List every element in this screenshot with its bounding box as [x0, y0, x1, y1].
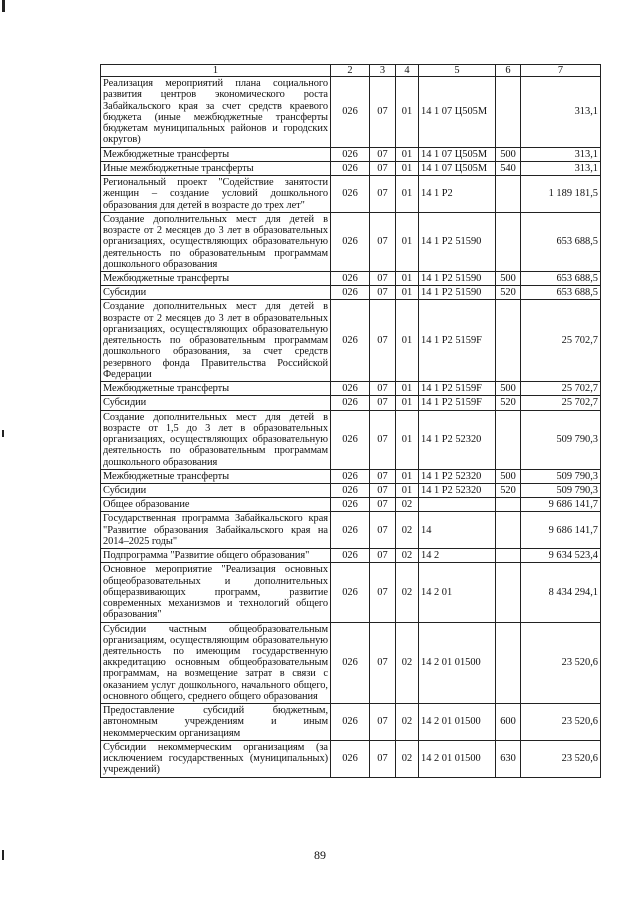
- table-row: [101, 622, 601, 704]
- cell-name: Субсидии частным общеобразовательным организациям, осуществляющим образовательную деятельность по имеющим государственную аккредитацию основным общеобразовательным программам, на возмещение затрат в связи с оказанием услуг дошкольного, начального общего, основного общего, среднего общего образования: [101, 622, 331, 704]
- cell-expense-type: [496, 410, 521, 469]
- cell-name: Создание дополнительных мест для детей в возрасте от 2 месяцев до 3 лет в образовательных организациях, осуществляющих образовательную деятельность по образовательным программам дошкольного образования, за счет средств резервного фонда Правительства Российской Федерации: [101, 300, 331, 382]
- cell-amount: 23 520,6: [521, 704, 601, 741]
- cell-section: 07: [370, 286, 396, 300]
- cell-subsection: 01: [396, 410, 419, 469]
- cell-target-article: 14: [419, 512, 496, 549]
- cell-ministry-code: 026: [331, 176, 370, 213]
- scan-mark-top: [2, 0, 5, 12]
- cell-section: 07: [370, 271, 396, 285]
- cell-amount: 1 189 181,5: [521, 176, 601, 213]
- cell-subsection: 01: [396, 396, 419, 410]
- cell-target-article: 14 2 01 01500: [419, 622, 496, 704]
- cell-expense-type: 520: [496, 396, 521, 410]
- cell-target-article: 14 1 P2 5159F: [419, 396, 496, 410]
- cell-subsection: 01: [396, 300, 419, 382]
- cell-name: Межбюджетные трансферты: [101, 382, 331, 396]
- cell-expense-type: [496, 622, 521, 704]
- cell-expense-type: 540: [496, 161, 521, 175]
- cell-name: Создание дополнительных мест для детей в возрасте от 1,5 до 3 лет в образовательных организациях, осуществляющих образовательную деятельность по образовательным программам дошкольного образования: [101, 410, 331, 469]
- cell-expense-type: 500: [496, 271, 521, 285]
- cell-ministry-code: 026: [331, 622, 370, 704]
- cell-amount: 509 790,3: [521, 410, 601, 469]
- cell-expense-type: 630: [496, 740, 521, 777]
- header-cell: 5: [419, 65, 496, 77]
- cell-subsection: 01: [396, 161, 419, 175]
- cell-name: Создание дополнительных мест для детей в возрасте от 2 месяцев до 3 лет в образовательных организациях, осуществляющих образовательную деятельность по образовательным программам дошкольного образования: [101, 212, 331, 271]
- cell-ministry-code: 026: [331, 147, 370, 161]
- budget-table: [100, 64, 601, 778]
- cell-name: Предоставление субсидий бюджетным, автономным учреждениям и иным некоммерческим организациям: [101, 704, 331, 741]
- cell-expense-type: 520: [496, 483, 521, 497]
- cell-amount: 653 688,5: [521, 286, 601, 300]
- cell-subsection: 01: [396, 382, 419, 396]
- cell-amount: 313,1: [521, 77, 601, 147]
- cell-amount: 653 688,5: [521, 271, 601, 285]
- cell-name: Государственная программа Забайкальского края "Развитие образования Забайкальского края на 2014–2025 годы": [101, 512, 331, 549]
- header-cell: 7: [521, 65, 601, 77]
- cell-expense-type: [496, 212, 521, 271]
- cell-name: Межбюджетные трансферты: [101, 271, 331, 285]
- cell-amount: 9 686 141,7: [521, 498, 601, 512]
- table-row: [101, 483, 601, 497]
- cell-expense-type: [496, 176, 521, 213]
- cell-amount: 8 434 294,1: [521, 563, 601, 622]
- cell-expense-type: 520: [496, 286, 521, 300]
- cell-ministry-code: 026: [331, 271, 370, 285]
- cell-target-article: 14 1 P2 52320: [419, 483, 496, 497]
- cell-amount: 509 790,3: [521, 469, 601, 483]
- table-row: [101, 740, 601, 777]
- cell-expense-type: [496, 300, 521, 382]
- cell-name: Субсидии: [101, 286, 331, 300]
- cell-amount: 9 634 523,4: [521, 549, 601, 563]
- table-row: [101, 161, 601, 175]
- cell-expense-type: [496, 549, 521, 563]
- table-row: [101, 286, 601, 300]
- cell-ministry-code: 026: [331, 410, 370, 469]
- cell-subsection: 02: [396, 563, 419, 622]
- cell-target-article: 14 1 P2 52320: [419, 410, 496, 469]
- cell-expense-type: [496, 77, 521, 147]
- cell-name: Иные межбюджетные трансферты: [101, 161, 331, 175]
- cell-name: Субсидии: [101, 396, 331, 410]
- cell-section: 07: [370, 396, 396, 410]
- cell-section: 07: [370, 469, 396, 483]
- cell-target-article: 14 1 P2: [419, 176, 496, 213]
- cell-ministry-code: 026: [331, 483, 370, 497]
- cell-amount: 23 520,6: [521, 740, 601, 777]
- cell-ministry-code: 026: [331, 563, 370, 622]
- cell-subsection: 01: [396, 483, 419, 497]
- cell-subsection: 01: [396, 77, 419, 147]
- cell-amount: 25 702,7: [521, 300, 601, 382]
- table-row: [101, 410, 601, 469]
- header-cell: 3: [370, 65, 396, 77]
- cell-ministry-code: 026: [331, 469, 370, 483]
- cell-subsection: 01: [396, 212, 419, 271]
- cell-name: Основное мероприятие "Реализация основных общеобразовательных и дополнительных общеразвивающих программ, развитие современных механизмов и технологий общего образования": [101, 563, 331, 622]
- cell-target-article: 14 2: [419, 549, 496, 563]
- cell-expense-type: 600: [496, 704, 521, 741]
- cell-ministry-code: 026: [331, 549, 370, 563]
- cell-name: Межбюджетные трансферты: [101, 147, 331, 161]
- cell-ministry-code: 026: [331, 382, 370, 396]
- cell-name: Подпрограмма "Развитие общего образования": [101, 549, 331, 563]
- cell-subsection: 02: [396, 704, 419, 741]
- cell-subsection: 01: [396, 271, 419, 285]
- table-row: [101, 498, 601, 512]
- header-cell: 1: [101, 65, 331, 77]
- cell-section: 07: [370, 382, 396, 396]
- cell-target-article: 14 1 P2 5159F: [419, 382, 496, 396]
- cell-ministry-code: 026: [331, 77, 370, 147]
- table-row: [101, 147, 601, 161]
- cell-name: Субсидии: [101, 483, 331, 497]
- cell-amount: 653 688,5: [521, 212, 601, 271]
- cell-subsection: 01: [396, 286, 419, 300]
- table-row: [101, 563, 601, 622]
- cell-target-article: 14 2 01: [419, 563, 496, 622]
- cell-section: 07: [370, 512, 396, 549]
- table-row: [101, 396, 601, 410]
- cell-section: 07: [370, 212, 396, 271]
- cell-section: 07: [370, 176, 396, 213]
- table-row: [101, 469, 601, 483]
- cell-target-article: 14 1 P2 52320: [419, 469, 496, 483]
- cell-ministry-code: 026: [331, 512, 370, 549]
- cell-section: 07: [370, 147, 396, 161]
- cell-target-article: 14 1 P2 51590: [419, 271, 496, 285]
- cell-name: Межбюджетные трансферты: [101, 469, 331, 483]
- table-row: [101, 549, 601, 563]
- cell-subsection: 02: [396, 498, 419, 512]
- page-number: 89: [314, 848, 326, 862]
- cell-section: 07: [370, 740, 396, 777]
- cell-target-article: 14 1 07 Ц505М: [419, 77, 496, 147]
- scan-mark-middle: [2, 430, 4, 437]
- cell-name: Общее образование: [101, 498, 331, 512]
- header-cell: 4: [396, 65, 419, 77]
- cell-section: 07: [370, 300, 396, 382]
- cell-section: 07: [370, 563, 396, 622]
- cell-subsection: 01: [396, 469, 419, 483]
- cell-name: Реализация мероприятий плана социального развития центров экономического роста Забайкальского края за счет средств краевого бюджета (иные межбюджетные трансферты бюджетам муниципальных районов и городских округов): [101, 77, 331, 147]
- cell-target-article: [419, 498, 496, 512]
- cell-subsection: 01: [396, 147, 419, 161]
- cell-amount: 313,1: [521, 147, 601, 161]
- cell-target-article: 14 2 01 01500: [419, 740, 496, 777]
- cell-target-article: 14 2 01 01500: [419, 704, 496, 741]
- cell-name: Региональный проект "Содействие занятости женщин – создание условий дошкольного образования для детей в возрасте до трех лет": [101, 176, 331, 213]
- cell-ministry-code: 026: [331, 286, 370, 300]
- cell-subsection: 02: [396, 512, 419, 549]
- cell-name: Субсидии некоммерческим организациям (за исключением государственных (муниципальных) учреждений): [101, 740, 331, 777]
- cell-amount: 25 702,7: [521, 396, 601, 410]
- cell-section: 07: [370, 498, 396, 512]
- table-row: [101, 382, 601, 396]
- cell-expense-type: 500: [496, 382, 521, 396]
- cell-section: 07: [370, 161, 396, 175]
- cell-ministry-code: 026: [331, 396, 370, 410]
- cell-amount: 25 702,7: [521, 382, 601, 396]
- cell-amount: 9 686 141,7: [521, 512, 601, 549]
- cell-ministry-code: 026: [331, 161, 370, 175]
- cell-section: 07: [370, 410, 396, 469]
- cell-section: 07: [370, 704, 396, 741]
- table-row: [101, 77, 601, 147]
- cell-ministry-code: 026: [331, 300, 370, 382]
- cell-subsection: 02: [396, 740, 419, 777]
- cell-expense-type: [496, 498, 521, 512]
- cell-amount: 509 790,3: [521, 483, 601, 497]
- cell-expense-type: [496, 563, 521, 622]
- cell-ministry-code: 026: [331, 498, 370, 512]
- table-row: [101, 176, 601, 213]
- cell-subsection: 02: [396, 622, 419, 704]
- table-row: [101, 212, 601, 271]
- cell-ministry-code: 026: [331, 704, 370, 741]
- cell-expense-type: [496, 512, 521, 549]
- cell-subsection: 01: [396, 176, 419, 213]
- cell-target-article: 14 1 P2 5159F: [419, 300, 496, 382]
- cell-target-article: 14 1 P2 51590: [419, 212, 496, 271]
- cell-section: 07: [370, 622, 396, 704]
- header-cell: 6: [496, 65, 521, 77]
- cell-amount: 23 520,6: [521, 622, 601, 704]
- cell-section: 07: [370, 483, 396, 497]
- table-row: [101, 512, 601, 549]
- cell-target-article: 14 1 07 Ц505М: [419, 147, 496, 161]
- table-row: [101, 271, 601, 285]
- table-header-row: [101, 65, 601, 77]
- header-cell: 2: [331, 65, 370, 77]
- cell-subsection: 02: [396, 549, 419, 563]
- cell-ministry-code: 026: [331, 740, 370, 777]
- cell-expense-type: 500: [496, 469, 521, 483]
- cell-ministry-code: 026: [331, 212, 370, 271]
- cell-amount: 313,1: [521, 161, 601, 175]
- cell-target-article: 14 1 07 Ц505М: [419, 161, 496, 175]
- table-row: [101, 704, 601, 741]
- cell-section: 07: [370, 77, 396, 147]
- cell-target-article: 14 1 P2 51590: [419, 286, 496, 300]
- cell-expense-type: 500: [496, 147, 521, 161]
- table-row: [101, 300, 601, 382]
- cell-section: 07: [370, 549, 396, 563]
